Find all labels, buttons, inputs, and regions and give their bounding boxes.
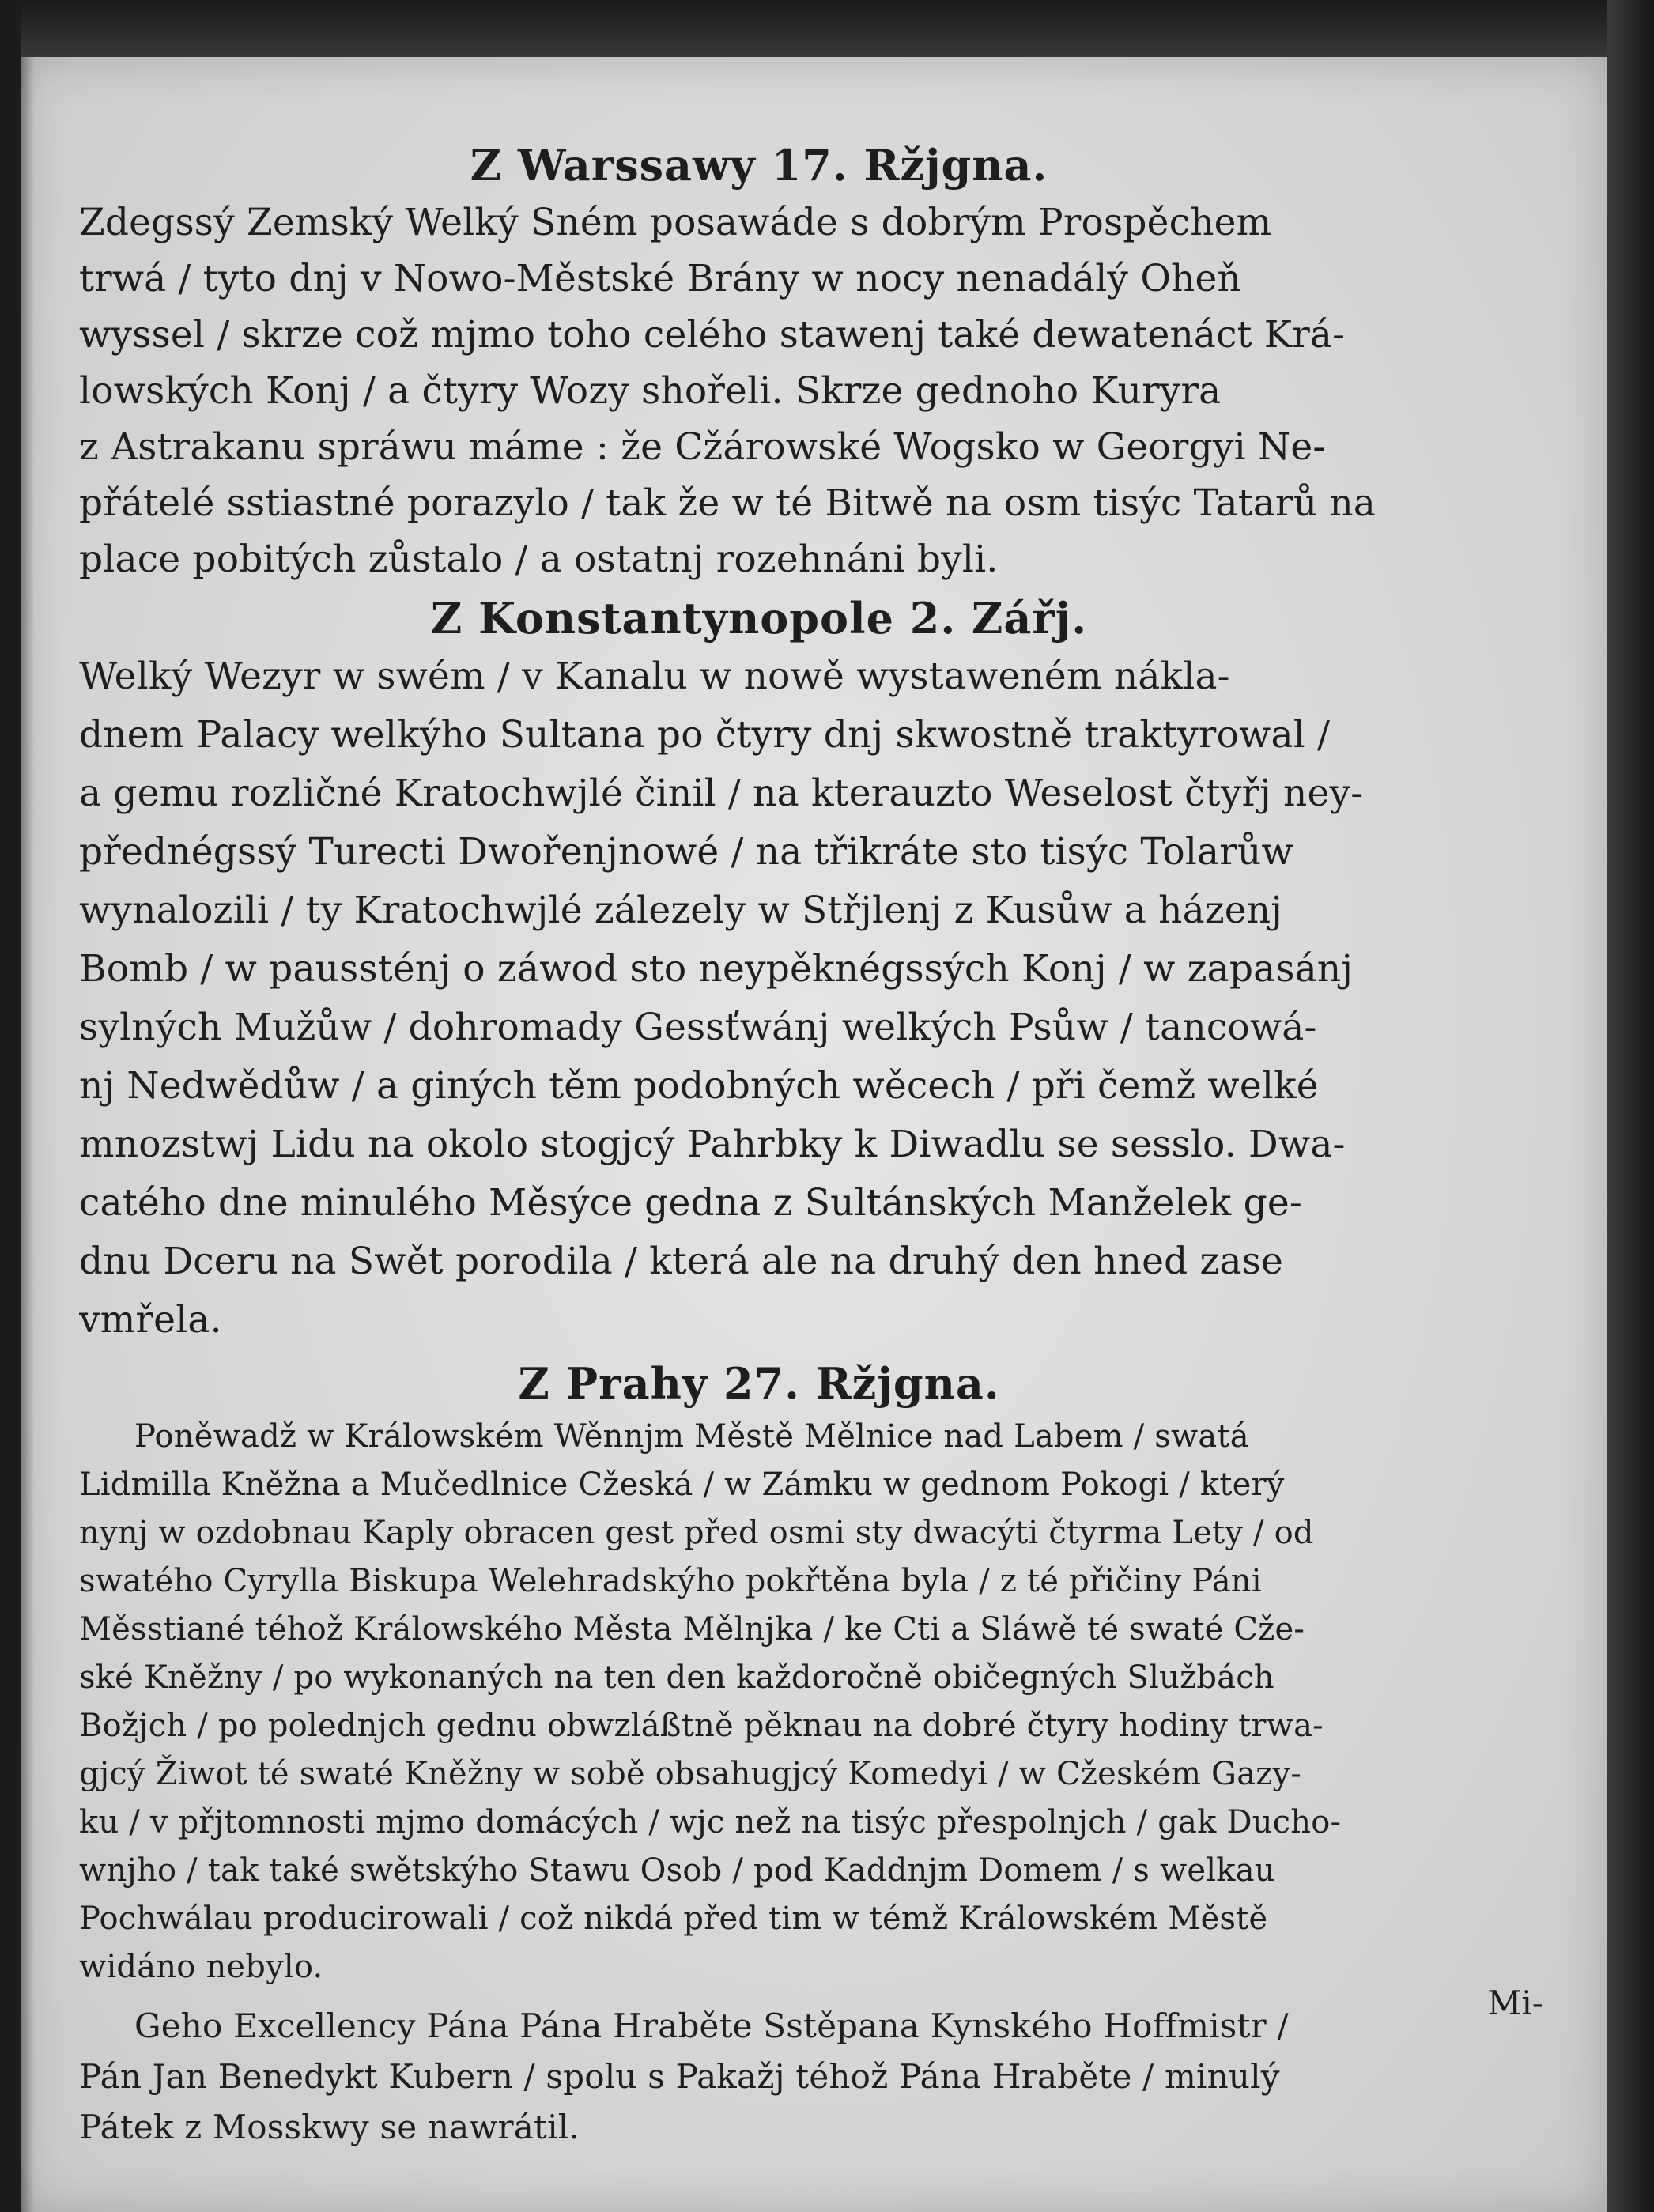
section-body-warsaw xyxy=(79,194,1439,587)
page-binding-shadow xyxy=(21,57,35,2212)
text-line: lowských Konj / a čtyry Wozy shořeli. Skrze gednoho Kuryra xyxy=(79,369,1222,413)
document-page xyxy=(21,57,1607,2212)
text-line: swatého Cyrylla Biskupa Welehradskýho pokřtěna byla / z té přičiny Páni xyxy=(79,1563,1262,1599)
text-line: Poněwadž w Králowském Wěnnjm Městě Mělnice nad Labem / swatá xyxy=(134,1418,1249,1455)
newspaper-text xyxy=(79,136,1439,2153)
scan-top-margin xyxy=(0,0,1654,63)
text-line: dnu Dceru na Swět porodila / která ale na druhý den hned zase xyxy=(79,1240,1284,1283)
text-line: vmřela. xyxy=(79,1298,222,1342)
text-line: mnozstwj Lidu na okolo stogjcý Pahrbky k Diwadlu se sesslo. Dwa- xyxy=(79,1123,1346,1166)
text-line: gjcý Žiwot té swaté Kněžny w sobě obsahugjcý Komedyi / w Cžeském Gazy- xyxy=(79,1756,1302,1792)
section-body-prague xyxy=(79,1413,1439,1991)
text-line: nj Nedwědůw / a giných těm podobných wěcech / při čemž welké xyxy=(79,1064,1319,1108)
text-line: Pán Jan Benedykt Kubern / spolu s Pakažj téhož Pána Hraběte / minulý xyxy=(79,2057,1280,2096)
text-line: Bomb / w paussténj o záwod sto neypěknégssých Konj / w zapasánj xyxy=(79,947,1354,991)
text-line: wnjho / tak také swětskýho Stawu Osob / pod Kaddnjm Domem / s welkau xyxy=(79,1852,1275,1889)
section-body-constantinople xyxy=(79,647,1439,1349)
text-line: z Astrakanu spráwu máme : že Cžárowské Wogsko w Georgyi Ne- xyxy=(79,425,1326,469)
text-line: widáno nebylo. xyxy=(79,1949,323,1985)
text-line: Měsstiané téhož Králowského Města Mělnjka / ke Cti a Sláwě té swaté Cže- xyxy=(79,1611,1305,1648)
text-line: přednégssý Turecti Dwořenjnowé / na třikráte sto tisýc Tolarůw xyxy=(79,830,1293,874)
catchword: Mi- xyxy=(1487,1984,1543,2022)
text-line: dnem Palacy welkýho Sultana po čtyry dnj skwostně traktyrowal / xyxy=(79,713,1331,757)
text-line: ské Kněžny / po wykonaných na ten den každoročně običegných Službách xyxy=(79,1659,1274,1696)
text-line: Pátek z Mosskwy se nawrátil. xyxy=(79,2108,580,2146)
text-line: wynalozili / ty Kratochwjlé zálezely w Střjlenj z Kusůw a házenj xyxy=(79,889,1283,932)
text-line: přátelé sstiastné porazylo / tak že w té Bitwě na osm tisýc Tatarů na xyxy=(79,481,1376,525)
text-line: Zdegssý Zemský Welký Sném posawáde s dobrým Prospěchem xyxy=(79,201,1272,244)
text-line: sylných Mužůw / dohromady Gessťwánj welkých Psůw / tancowá- xyxy=(79,1006,1317,1049)
text-line: Pochwálau producirowali / což nikdá před tim w témž Králowském Městě xyxy=(79,1901,1268,1937)
section-body-return-notice xyxy=(79,2001,1439,2153)
text-line: Geho Excellency Pána Pána Hraběte Sstěpana Kynského Hoffmistr / xyxy=(134,2006,1289,2045)
text-line: Lidmilla Kněžna a Mučedlnice Cžeská / w Zámku w gednom Pokogi / který xyxy=(79,1466,1285,1503)
text-line: nynj w ozdobnau Kaply obracen gest před osmi sty dwacýti čtyrma Lety / od xyxy=(79,1515,1314,1551)
text-line: ku / v přjtomnosti mjmo domácých / wjc než na tisýc přespolnjch / gak Ducho- xyxy=(79,1804,1342,1840)
text-line: a gemu rozličné Kratochwjlé činil / na kterauzto Weselost čtyřj ney- xyxy=(79,772,1364,815)
section-heading-constantinople: Z Konstantynopole 2. Zářj. xyxy=(430,593,1088,644)
section-heading-prague: Z Prahy 27. Ržjgna. xyxy=(518,1358,1000,1409)
scan-right-margin xyxy=(1607,0,1654,2212)
text-line: place pobitých zůstalo / a ostatnj rozehnáni byli. xyxy=(79,538,999,581)
scan-left-margin xyxy=(0,0,21,2212)
section-heading-warsaw: Z Warssawy 17. Ržjgna. xyxy=(470,140,1048,191)
text-line: wyssel / skrze což mjmo toho celého stawenj také dewatenáct Krá- xyxy=(79,313,1346,357)
text-line: Welký Wezyr w swém / v Kanalu w nowě wystaweném nákla- xyxy=(79,655,1230,698)
text-line: catého dne minulého Měsýce gedna z Sultánských Manželek ge- xyxy=(79,1181,1302,1225)
text-line: Božjch / po polednjch gednu obwzláßtně pěknau na dobré čtyry hodiny trwa- xyxy=(79,1708,1324,1744)
text-line: trwá / tyto dnj v Nowo-Městské Brány w nocy nenadálý Oheň xyxy=(79,257,1242,300)
